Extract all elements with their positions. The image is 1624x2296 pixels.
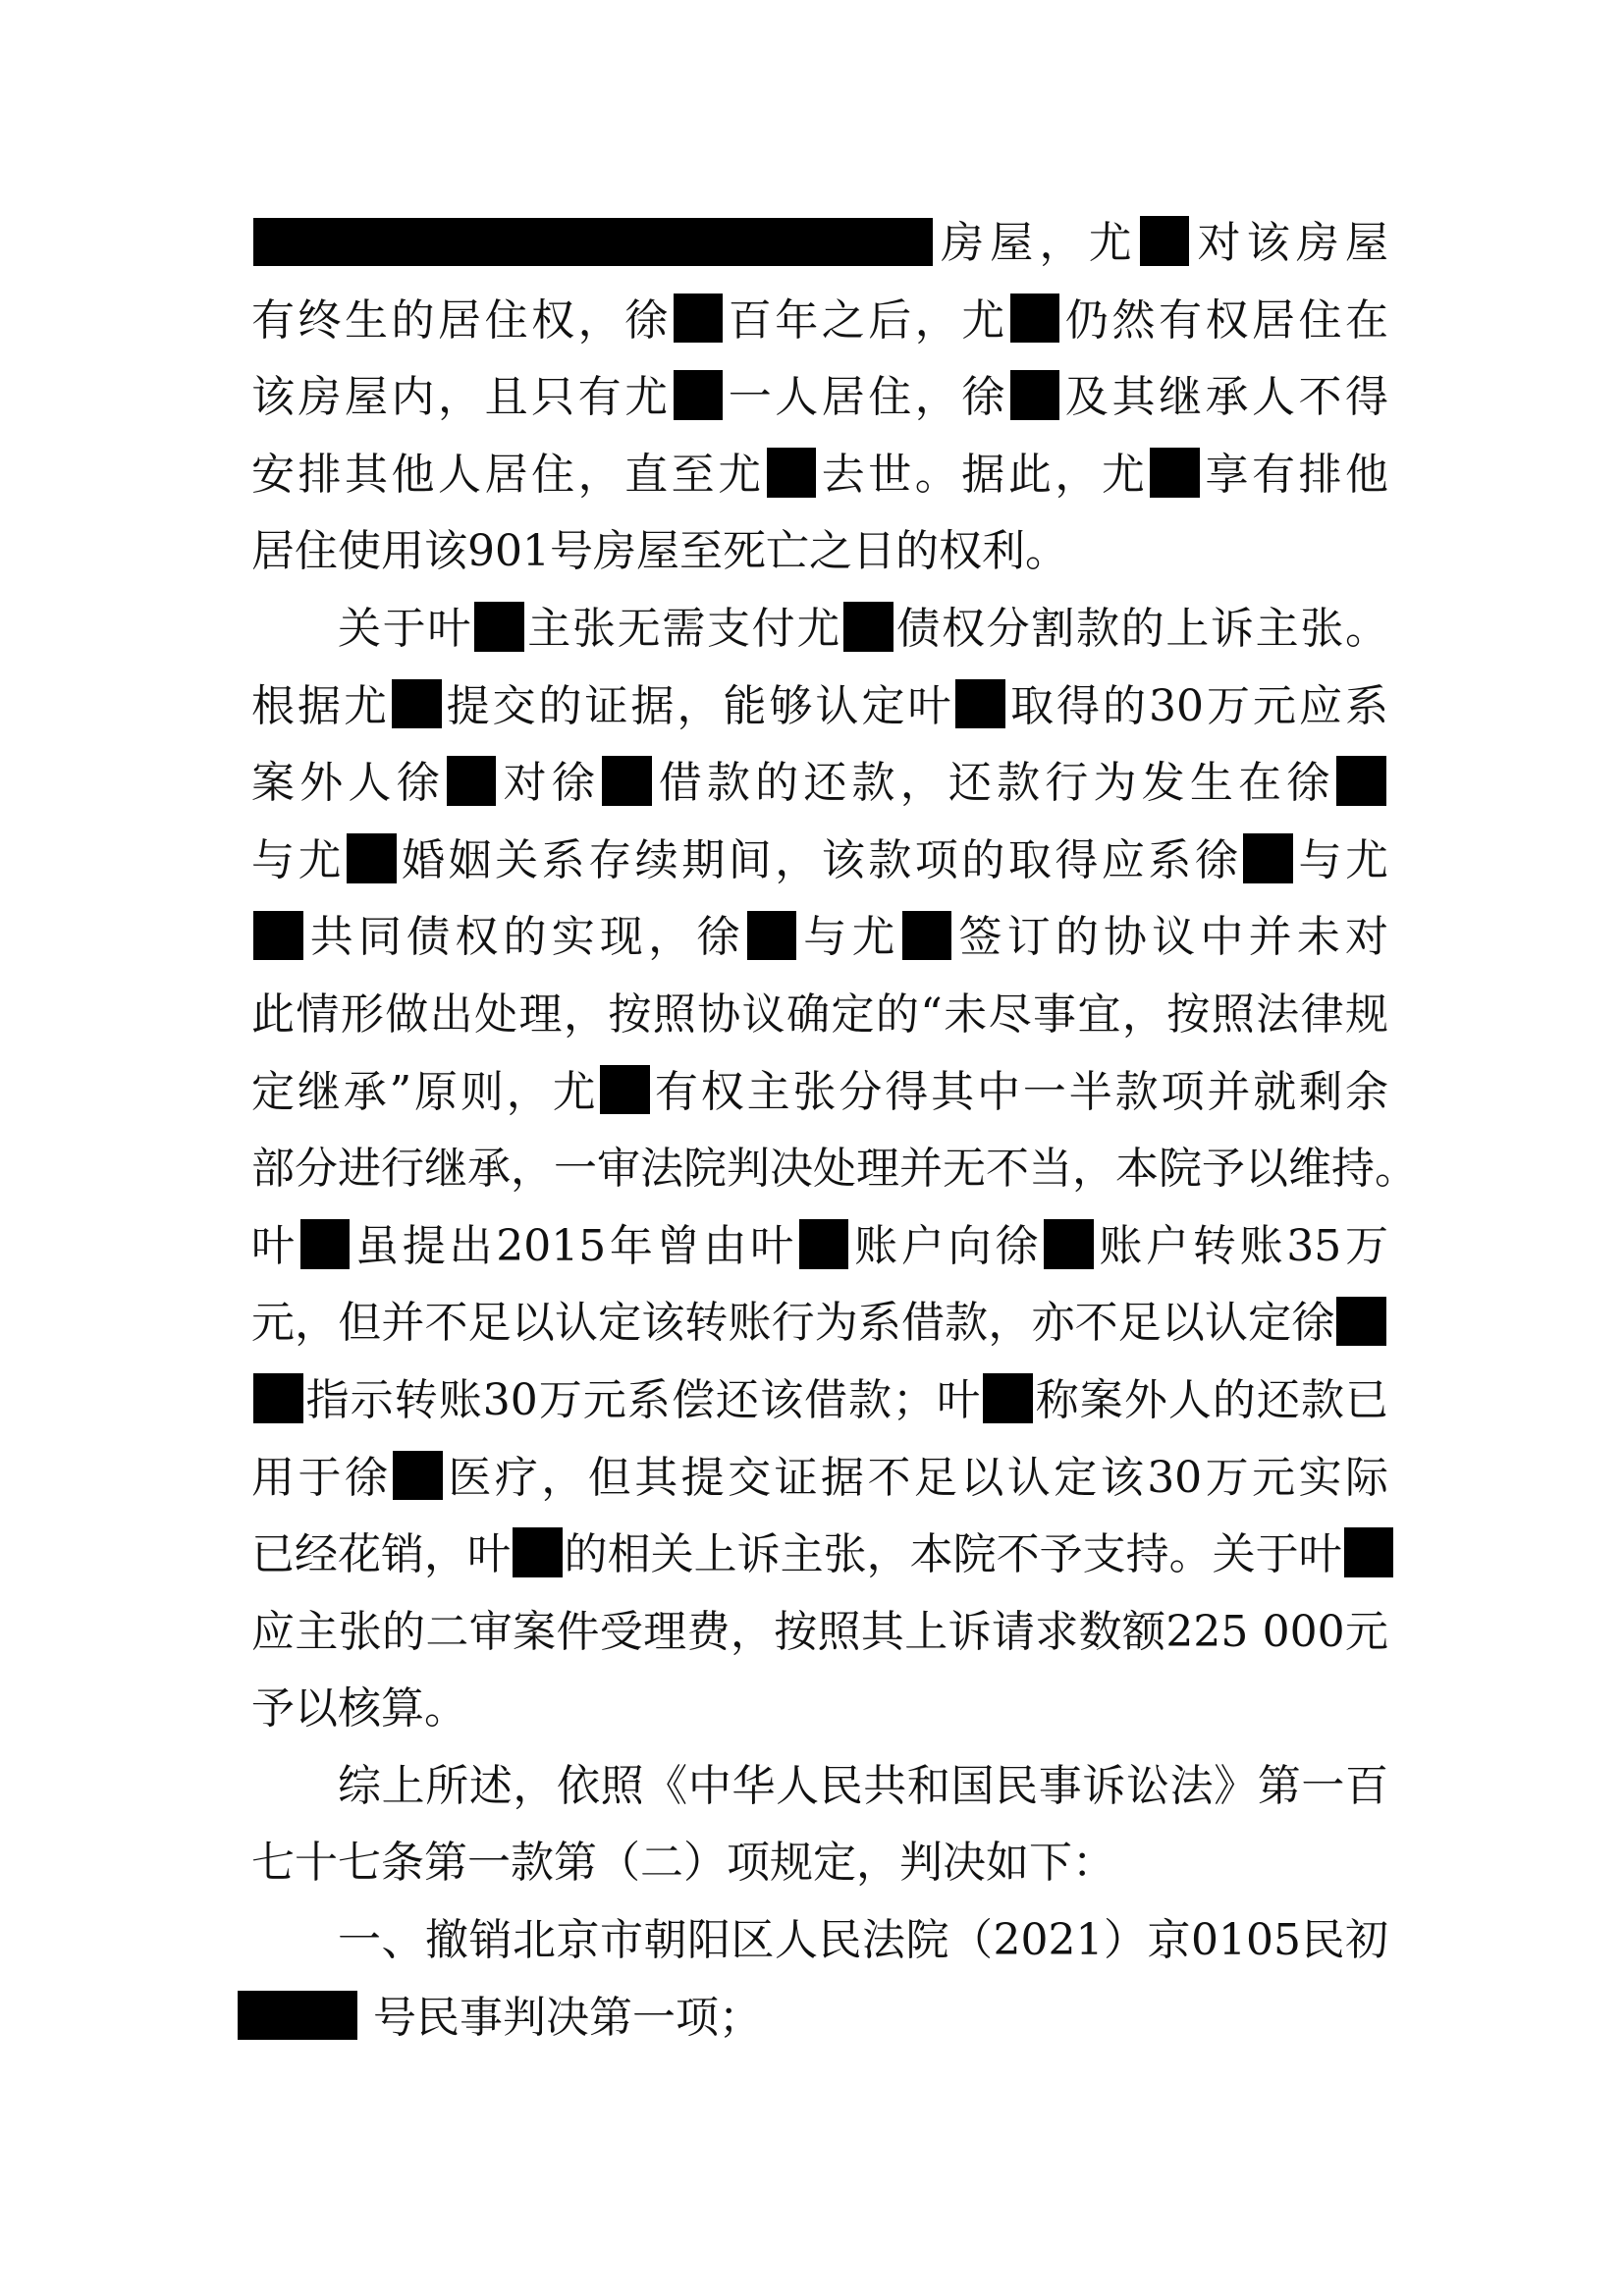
- text-line: [251, 823, 1388, 900]
- redaction-block: [1044, 1219, 1094, 1269]
- text-line: [251, 1671, 1388, 1748]
- redaction-block: [767, 448, 817, 498]
- text-segment: 有权主张分得其中一半款项并就剩余: [652, 1066, 1388, 1117]
- text-segment: 债权分割款的上诉主张。: [894, 603, 1389, 654]
- text-segment: 根据尤: [251, 680, 390, 731]
- text-segment: 去世。据此，尤: [818, 449, 1149, 500]
- text-segment: 有终生的居住权，徐: [251, 294, 672, 346]
- text-segment: 提交的证据，能够认定叶: [443, 680, 954, 731]
- redaction-block: [1243, 833, 1293, 883]
- text-segment: 此情形做出处理，按照协议确定的“未尽事宜，按照法律规: [251, 988, 1388, 1040]
- text-segment: 账户转账35万: [1095, 1220, 1389, 1271]
- redaction-block: [799, 1219, 849, 1269]
- redaction-block: [447, 756, 497, 806]
- text-segment: 对该房屋: [1191, 218, 1388, 268]
- redaction-block: [1010, 294, 1060, 344]
- text-segment: 对徐: [498, 758, 600, 809]
- redaction-block: [674, 294, 724, 344]
- text-line: [251, 1362, 1388, 1440]
- text-line: [251, 745, 1388, 823]
- redaction-block: [600, 1065, 650, 1115]
- redaction-block: [393, 1451, 443, 1501]
- redaction-block: [253, 218, 933, 265]
- text-segment: 仍然有权居住在: [1061, 294, 1389, 346]
- redaction-block: [955, 679, 1005, 729]
- text-segment: 取得的30万元应系: [1007, 680, 1389, 731]
- text-segment: 叶: [251, 1220, 298, 1271]
- redaction-block: [747, 911, 797, 961]
- text-segment: 房屋，尤: [935, 218, 1138, 268]
- text-segment: 七十七条第一款第（二）项规定，判决如下：: [251, 1838, 1115, 1889]
- text-line: [251, 591, 1388, 668]
- redaction-block: [1150, 448, 1200, 498]
- text-segment: 部分进行继承，一审法院判决处理并无不当，本院予以维持。: [251, 1144, 1418, 1195]
- text-segment: 及其继承人不得: [1061, 372, 1389, 423]
- text-segment: 应主张的二审案件受理费，按照其上诉请求数额225 000元: [251, 1606, 1388, 1657]
- text-line: [251, 1440, 1388, 1518]
- text-line: [251, 1825, 1388, 1902]
- redaction-block: [902, 911, 952, 961]
- redaction-block: [983, 1373, 1033, 1423]
- text-segment: 婚姻关系存续期间，该款项的取得应系徐: [398, 834, 1242, 885]
- redaction-block: [1344, 1527, 1394, 1577]
- text-line: [251, 899, 1388, 977]
- text-segment: 与尤: [251, 834, 346, 885]
- text-line: [251, 283, 1388, 360]
- redaction-block: [1336, 1297, 1386, 1347]
- text-line: [251, 1748, 1388, 1826]
- text-segment: 享有排他: [1201, 449, 1389, 500]
- text-segment: 已经花销，叶: [251, 1529, 511, 1580]
- text-line: [251, 668, 1388, 746]
- redaction-block: [1336, 756, 1386, 806]
- text-line: [251, 1285, 1388, 1362]
- text-line: [251, 359, 1388, 437]
- redaction-block: [253, 1373, 303, 1423]
- redaction-block: [238, 1991, 357, 2041]
- text-segment: 一人居住，徐: [725, 372, 1008, 423]
- text-segment: 予以核算。: [251, 1683, 467, 1735]
- text-segment: 居住使用该901号房屋至死亡之日的权利。: [251, 526, 1068, 577]
- redaction-block: [602, 756, 652, 806]
- judgment-document-body: [251, 205, 1418, 2056]
- text-segment: 与尤: [798, 912, 900, 963]
- redaction-block: [300, 1219, 351, 1269]
- text-segment: 号民事判决第一项；: [359, 1992, 762, 2043]
- redaction-block: [474, 602, 524, 652]
- text-segment: 用于徐: [251, 1452, 392, 1503]
- text-segment: 该房屋内，且只有尤: [251, 372, 672, 423]
- text-segment: 与尤: [1294, 834, 1389, 885]
- redaction-block: [253, 911, 303, 961]
- text-segment: 账户向徐: [850, 1220, 1043, 1271]
- text-line: [251, 977, 1388, 1054]
- text-segment: 关于叶: [338, 603, 473, 654]
- text-segment: 主张无需支付尤: [525, 603, 842, 654]
- redaction-block: [1140, 216, 1190, 266]
- redaction-block: [843, 602, 893, 652]
- text-line: [251, 437, 1388, 514]
- text-segment: 案外人徐: [251, 758, 445, 809]
- redaction-block: [392, 679, 442, 729]
- redaction-block: [674, 370, 724, 420]
- text-line: [251, 1594, 1388, 1672]
- text-line: [251, 1902, 1388, 1980]
- text-segment: 共同债权的实现，徐: [304, 912, 745, 963]
- text-segment: 虽提出2015年曾由叶: [352, 1220, 797, 1271]
- text-segment: 借款的还款，还款行为发生在徐: [653, 758, 1335, 809]
- redaction-block: [1010, 370, 1060, 420]
- text-segment: 元，但并不足以认定该转账行为系借款，亦不足以认定徐: [251, 1298, 1335, 1349]
- redaction-block: [513, 1527, 563, 1577]
- text-segment: 安排其他人居住，直至尤: [251, 449, 765, 500]
- text-segment: 综上所述，依照《中华人民共和国民事诉讼法》第一百: [338, 1760, 1388, 1811]
- text-segment: 医疗，但其提交证据不足以认定该30万元实际: [444, 1452, 1388, 1503]
- text-segment: 定继承”原则，尤: [251, 1066, 599, 1117]
- text-segment: 指示转账30万元系偿还该借款；叶: [304, 1374, 982, 1425]
- text-segment: 一、撤销北京市朝阳区人民法院（2021）京0105民初: [338, 1915, 1388, 1966]
- text-line: [251, 1054, 1388, 1132]
- text-line: [251, 513, 1388, 591]
- text-line: [251, 1131, 1418, 1208]
- text-segment: 称案外人的还款已: [1034, 1374, 1388, 1425]
- text-line: [251, 1208, 1388, 1286]
- text-line: [251, 1517, 1388, 1594]
- text-segment: 百年之后，尤: [725, 294, 1008, 346]
- text-segment: 签订的协议中并未对: [953, 912, 1389, 963]
- redaction-block: [347, 833, 397, 883]
- text-line: [251, 205, 1388, 283]
- text-line: [251, 1980, 1388, 2057]
- text-segment: 的相关上诉主张，本院不予支持。关于叶: [564, 1529, 1342, 1580]
